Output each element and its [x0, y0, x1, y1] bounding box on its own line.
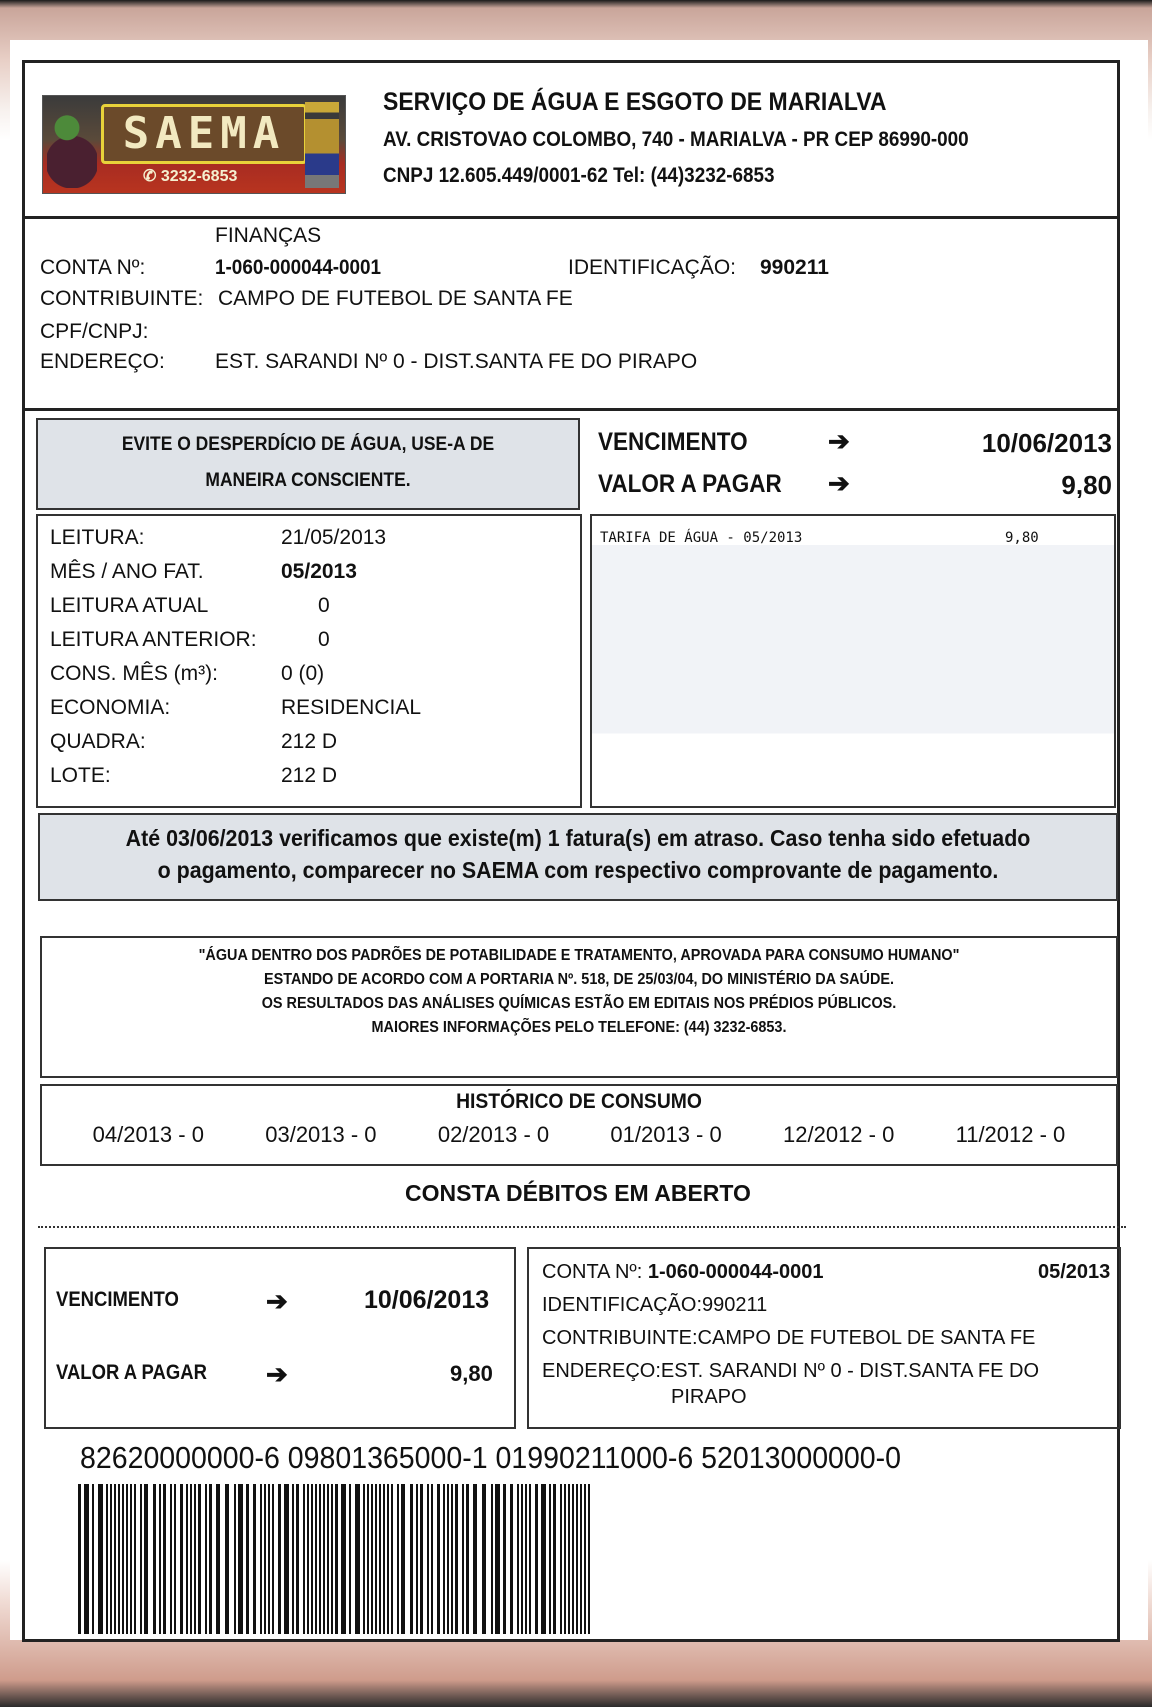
barcode-bar [387, 1484, 389, 1634]
reading-label: LEITURA: [50, 526, 145, 549]
cut-line [38, 1226, 1126, 1228]
quality-line-4: MAIORES INFORMAÇÕES PELO TELEFONE: (44) 3232-6853. [371, 1019, 787, 1036]
history-item: 01/2013 - 0 [610, 1122, 722, 1147]
reading-value: 0 [318, 594, 330, 617]
stub-due-value: 10/06/2013 [364, 1286, 490, 1314]
history-item: 02/2013 - 0 [437, 1122, 550, 1147]
reading-label: LEITURA ANTERIOR: [50, 628, 257, 651]
address-label: ENDEREÇO: [40, 350, 165, 373]
barcode-bar [122, 1484, 124, 1634]
history-item: 11/2012 - 0 [955, 1122, 1066, 1147]
taxpayer-label: CONTRIBUINTE: [40, 287, 204, 310]
barcode-bar [163, 1484, 166, 1634]
barcode-bar [130, 1484, 132, 1634]
reading-value: 21/05/2013 [281, 526, 387, 549]
charge-description: TARIFA DE ÁGUA - 05/2013 [600, 530, 803, 546]
barcode-bar [391, 1484, 393, 1634]
stub-account-label: CONTA Nº: [542, 1261, 643, 1283]
barcode [78, 1484, 778, 1634]
barcode-bar [572, 1484, 574, 1634]
barcode-bar [379, 1484, 381, 1634]
barcode-bar [78, 1484, 81, 1634]
stub-due-label: VENCIMENTO [56, 1288, 179, 1311]
arrow-right-icon: ➔ [266, 1359, 288, 1389]
barcode-bar [541, 1484, 546, 1634]
barcode-bar [335, 1484, 338, 1634]
barcode-bar [529, 1484, 531, 1634]
reading-value: 212 D [281, 764, 338, 787]
stub-amount-value: 9,80 [450, 1361, 493, 1386]
cpf-label: CPF/CNPJ: [40, 320, 149, 343]
barcode-bar [371, 1484, 373, 1634]
amount-due-label: VALOR A PAGAR [598, 470, 782, 498]
stub-payment-box [44, 1247, 516, 1429]
conservation-line-2: MANEIRA CONSCIENTE. [205, 470, 411, 491]
logo-wordmark: SAEMA [101, 104, 307, 164]
arrow-right-icon: ➔ [828, 468, 850, 498]
reading-value: 0 (0) [281, 662, 325, 685]
barcode-bar [521, 1484, 523, 1634]
barcode-bar [560, 1484, 562, 1634]
due-date-value: 10/06/2013 [981, 428, 1112, 458]
barcode-bar [153, 1484, 156, 1634]
barcode-bar [268, 1484, 270, 1634]
barcode-bar [568, 1484, 570, 1634]
reading-value: RESIDENCIAL [281, 696, 422, 719]
barcode-bar [491, 1484, 493, 1634]
reading-label: LEITURA ATUAL [50, 594, 209, 617]
reading-label: ECONOMIA: [50, 696, 171, 719]
stub-account-value: 1-060-000044-0001 [647, 1261, 824, 1283]
barcode-bar [535, 1484, 538, 1634]
barcode-bar [114, 1484, 116, 1634]
barcode-bar [238, 1484, 243, 1634]
reading-value: 05/2013 [281, 560, 357, 583]
barcode-bar [209, 1484, 212, 1634]
barcode-bar [447, 1484, 449, 1634]
barcode-bar [303, 1484, 305, 1634]
barcode-bar [437, 1484, 440, 1634]
stub-identification: IDENTIFICAÇÃO:990211 [542, 1294, 768, 1316]
company-cnpj-tel: CNPJ 12.605.449/0001-62 Tel: (44)3232-6853 [383, 164, 775, 187]
barcode-bar [367, 1484, 369, 1634]
charges-box [590, 514, 1116, 808]
stub-taxpayer: CONTRIBUINTE:CAMPO DE FUTEBOL DE SANTA FE [542, 1327, 1036, 1349]
stub-amount-label: VALOR A PAGAR [56, 1361, 207, 1384]
barcode-bar [296, 1484, 299, 1634]
barcode-bar [216, 1484, 220, 1634]
logo-phone: ✆ 3232-6853 [143, 168, 238, 185]
saema-logo [42, 95, 346, 194]
overdue-line-2: o pagamento, comparecer no SAEMA com respectivo comprovante de pagamento. [157, 857, 999, 883]
reading-label: LOTE: [50, 764, 111, 787]
barcode-bar [110, 1484, 112, 1634]
barcode-bar [319, 1484, 321, 1634]
barcode-bar [159, 1484, 161, 1634]
barcode-bar [126, 1484, 128, 1634]
overdue-line-1: Até 03/06/2013 verificamos que existe(m) 1 fatura(s) em atraso. Caso tenha sido efetuado [125, 825, 1031, 851]
arrow-right-icon: ➔ [266, 1286, 288, 1316]
conservation-line-1: EVITE O DESPERDÍCIO DE ÁGUA, USE-A DE [121, 434, 495, 455]
barcode-bar [355, 1484, 360, 1634]
barcode-bar [495, 1484, 500, 1634]
history-item: 04/2013 - 0 [92, 1122, 204, 1147]
quality-line-2: ESTANDO DE ACORDO COM A PORTARIA Nº. 518, DE 25/03/04, DO MINISTÉRIO DA SAÚDE. [263, 971, 895, 988]
barcode-bar [186, 1484, 188, 1634]
barcode-bar [383, 1484, 385, 1634]
barcode-bar [272, 1484, 274, 1634]
barcode-bar [525, 1484, 527, 1634]
stub-period: 05/2013 [1038, 1261, 1111, 1283]
reading-value: 0 [318, 628, 330, 651]
barcode-bar [284, 1484, 289, 1634]
arrow-right-icon: ➔ [828, 426, 850, 456]
barcode-bar [466, 1484, 469, 1634]
identification-value: 990211 [760, 256, 829, 279]
barcode-bar [517, 1484, 519, 1634]
reading-label: CONS. MÊS (m³): [50, 662, 218, 685]
barcode-bar [140, 1484, 142, 1634]
open-debts-notice: CONSTA DÉBITOS EM ABERTO [405, 1180, 751, 1206]
barcode-bar [278, 1484, 281, 1634]
barcode-bar [455, 1484, 458, 1634]
barcode-bar [205, 1484, 207, 1634]
barcode-bar [311, 1484, 313, 1634]
reading-label: QUADRA: [50, 730, 146, 753]
amount-due-value: 9,80 [1061, 470, 1112, 500]
valve-icon [305, 102, 339, 188]
barcode-bar [246, 1484, 249, 1634]
consumption-history [40, 1084, 1118, 1166]
company-address: AV. CRISTOVAO COLOMBO, 740 - MARIALVA - PR CEP 86990-000 [383, 128, 969, 151]
barcode-bar [144, 1484, 148, 1634]
barcode-bar [174, 1484, 176, 1634]
barcode-bar [234, 1484, 236, 1634]
barcode-bar [260, 1484, 262, 1634]
barcode-bar [375, 1484, 377, 1634]
barcode-bar [98, 1484, 103, 1634]
barcode-bar [307, 1484, 309, 1634]
history-item: 12/2012 - 0 [783, 1122, 895, 1147]
barcode-bar [134, 1484, 136, 1634]
barcode-bar [315, 1484, 317, 1634]
barcode-bar [410, 1484, 413, 1634]
account-label: CONTA Nº: [40, 256, 146, 279]
barcode-bar [482, 1484, 486, 1634]
barcode-bar [584, 1484, 586, 1634]
due-date-label: VENCIMENTO [598, 428, 748, 456]
client-divider [22, 408, 1120, 411]
barcode-bar [510, 1484, 513, 1634]
barcode-bar [92, 1484, 94, 1634]
history-item: 03/2013 - 0 [265, 1122, 377, 1147]
taxpayer-name: CAMPO DE FUTEBOL DE SANTA FE [218, 287, 573, 310]
stub-address-line-2: PIRAPO [671, 1386, 747, 1408]
barcode-bar [473, 1484, 477, 1634]
grapes-icon [47, 102, 97, 188]
barcode-bar [180, 1484, 183, 1634]
barcode-bar [292, 1484, 294, 1634]
barcode-bar [443, 1484, 445, 1634]
barcode-bar [323, 1484, 325, 1634]
barcode-bar [349, 1484, 351, 1634]
barcode-bar [170, 1484, 172, 1634]
barcode-bar [253, 1484, 256, 1634]
barcode-bar [327, 1484, 329, 1634]
header-divider [22, 216, 1120, 219]
department-label: FINANÇAS [215, 224, 322, 247]
barcode-bar [427, 1484, 429, 1634]
barcode-digits: 82620000000-6 09801365000-1 01990211000-6 52013000000-0 [80, 1440, 901, 1475]
account-number: 1-060-000044-0001 [215, 256, 382, 279]
history-title: HISTÓRICO DE CONSUMO [456, 1090, 702, 1113]
barcode-bar [190, 1484, 192, 1634]
barcode-bar [431, 1484, 433, 1634]
reading-label: MÊS / ANO FAT. [50, 560, 204, 583]
barcode-bar [225, 1484, 229, 1634]
barcode-bar [401, 1484, 405, 1634]
barcode-bar [588, 1484, 590, 1634]
charge-amount: 9,80 [1005, 530, 1039, 546]
stub-address-line-1: ENDEREÇO:EST. SARANDI Nº 0 - DIST.SANTA FE DO [542, 1360, 1040, 1382]
barcode-bar [462, 1484, 464, 1634]
barcode-bar [451, 1484, 453, 1634]
conservation-message [36, 418, 580, 510]
barcode-bar [331, 1484, 333, 1634]
barcode-bar [397, 1484, 399, 1634]
barcode-bar [576, 1484, 578, 1634]
reading-value: 212 D [281, 730, 338, 753]
barcode-bar [363, 1484, 365, 1634]
barcode-bar [549, 1484, 551, 1634]
barcode-bar [118, 1484, 120, 1634]
stub-account [542, 1261, 824, 1284]
barcode-bar [564, 1484, 566, 1634]
barcode-bar [503, 1484, 506, 1634]
quality-line-3: OS RESULTADOS DAS ANÁLISES QUÍMICAS ESTÃO EM EDITAIS NOS PRÉDIOS PÚBLICOS. [261, 995, 897, 1012]
logo-phone-number: 3232-6853 [160, 168, 238, 185]
barcode-bar [580, 1484, 582, 1634]
barcode-bar [264, 1484, 266, 1634]
barcode-bar [416, 1484, 418, 1634]
barcode-bar [84, 1484, 89, 1634]
barcode-bar [194, 1484, 196, 1634]
history-items [42, 1122, 1116, 1148]
barcode-bar [553, 1484, 556, 1634]
barcode-bar [420, 1484, 423, 1634]
address-value: EST. SARANDI Nº 0 - DIST.SANTA FE DO PIRAPO [215, 350, 698, 373]
barcode-bar [341, 1484, 346, 1634]
identification-label: IDENTIFICAÇÃO: [568, 256, 737, 279]
barcode-bar [198, 1484, 201, 1634]
water-quality-notice [40, 936, 1118, 1078]
company-name: SERVIÇO DE ÁGUA E ESGOTO DE MARIALVA [383, 88, 887, 116]
quality-line-1: "ÁGUA DENTRO DOS PADRÕES DE POTABILIDADE E TRATAMENTO, APROVADA PARA CONSUMO HUMANO" [198, 947, 960, 964]
barcode-bar [106, 1484, 108, 1634]
